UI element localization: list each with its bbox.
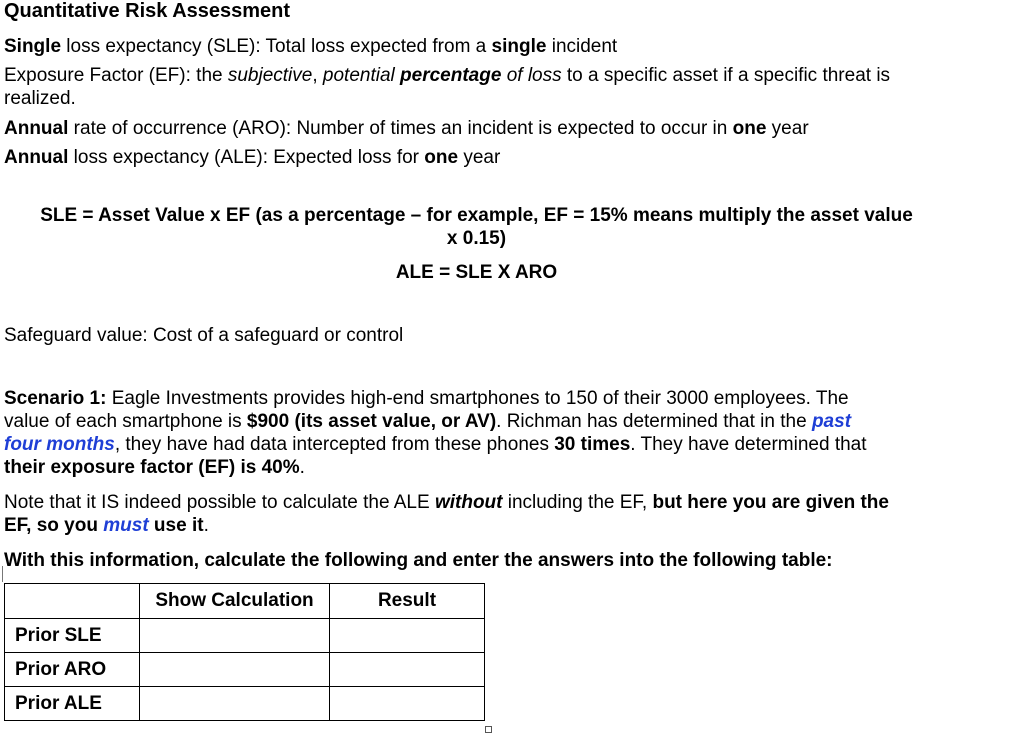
definition-aro-term: Annual — [4, 118, 69, 139]
ef-text-a: Exposure Factor (EF): the — [4, 65, 228, 86]
scenario-text-2a: value of each smartphone is — [4, 411, 247, 432]
note-line1 — [4, 491, 889, 514]
scenario-text-4b: . — [299, 457, 305, 478]
scenario-asset-value: $900 (its asset value, or AV) — [246, 411, 497, 432]
scenario-line3 — [4, 433, 867, 456]
table-row — [5, 687, 485, 721]
definition-ef-line2: realized. — [4, 88, 76, 109]
safeguard-definition: Safeguard value: Cost of a safeguard or control — [4, 325, 404, 346]
scenario-text-1: Eagle Investments provides high-end smartphones to 150 of their 3000 employees. The — [106, 388, 849, 409]
table-header-calculation: Show Calculation — [140, 584, 330, 619]
scenario-four-months: four months — [4, 434, 115, 455]
calculation-table — [4, 583, 485, 721]
cell-prior-sle-calculation[interactable] — [140, 619, 330, 653]
definition-ale-text-end: year — [458, 147, 501, 168]
definition-aro — [4, 117, 809, 140]
formula-sle-line2: x 0.15) — [446, 228, 507, 249]
note-period: . — [203, 515, 209, 536]
scenario-exposure-factor: their exposure factor (EF) is 40% — [4, 457, 300, 478]
scenario-line2 — [4, 410, 851, 433]
note-use-it: use it — [148, 515, 204, 536]
formula-ale: ALE = SLE X ARO — [395, 262, 558, 283]
definition-ale-term: Annual — [4, 147, 69, 168]
formula-sle-line1: SLE = Asset Value x EF (as a percentage – for example, EF = 15% means multiply the asset value — [40, 205, 913, 226]
row-label-prior-sle: Prior SLE — [5, 619, 140, 653]
page-title: Quantitative Risk Assessment — [4, 0, 291, 22]
row-label-prior-aro: Prior ARO — [5, 653, 140, 687]
table-header-row — [5, 584, 485, 619]
definition-sle-text: loss expectancy (SLE): Total loss expected from a — [61, 36, 492, 57]
definition-aro-text-end: year — [766, 118, 809, 139]
definition-ale-emphasis: one — [424, 147, 459, 168]
scenario-text-2c: . Richman has determined that in the — [496, 411, 812, 432]
definition-sle-emphasis: single — [491, 36, 547, 57]
scenario-line4 — [4, 456, 305, 479]
definition-ale-text: loss expectancy (ALE): Expected loss for — [68, 147, 425, 168]
cell-prior-ale-calculation[interactable] — [140, 687, 330, 721]
ef-text-e: to a specific asset if a specific threat is — [561, 65, 891, 86]
instruction: With this information, calculate the following and enter the answers into the following table: — [4, 550, 833, 571]
definition-ale — [4, 146, 500, 169]
scenario-text-3d: . They have determined that — [630, 434, 867, 455]
ef-italic-subjective: subjective — [227, 65, 313, 86]
ef-bold-percentage: percentage — [400, 65, 502, 86]
ef-text-b: , — [312, 65, 323, 86]
note-given: but here you are given the — [652, 492, 889, 513]
row-label-prior-ale: Prior ALE — [5, 687, 140, 721]
definition-aro-text: rate of occurrence (ARO): Number of times an incident is expected to occur in — [68, 118, 733, 139]
text-cursor-marker — [484, 620, 485, 646]
table-row — [5, 619, 485, 653]
table-header-empty — [5, 584, 140, 619]
table-row — [5, 653, 485, 687]
note-line2 — [4, 514, 209, 537]
ef-italic-of-loss: of loss — [506, 65, 562, 86]
definition-ef — [4, 64, 890, 87]
definition-sle — [4, 35, 617, 58]
cell-prior-aro-calculation[interactable] — [140, 653, 330, 687]
text-caret — [2, 566, 3, 582]
definition-sle-text-end: incident — [546, 36, 618, 57]
scenario-label: Scenario 1: — [4, 388, 107, 409]
cell-prior-sle-result[interactable] — [330, 619, 485, 653]
note-must: must — [103, 515, 149, 536]
scenario-line1 — [4, 387, 849, 410]
scenario-30-times: 30 times — [554, 434, 631, 455]
note-text-a: Note that it IS indeed possible to calculate the ALE — [4, 492, 435, 513]
ef-italic-potential: potential — [322, 65, 395, 86]
cell-prior-aro-result[interactable] — [330, 653, 485, 687]
table-header-result: Result — [330, 584, 485, 619]
definition-sle-term: Single — [4, 36, 62, 57]
scenario-text-3b: , they have had data intercepted from these phones — [114, 434, 555, 455]
table-resize-handle[interactable] — [485, 726, 492, 733]
note-ef-so-you: EF, so you — [4, 515, 104, 536]
note-text-c: including the EF, — [502, 492, 653, 513]
note-without: without — [434, 492, 503, 513]
scenario-past: past — [811, 411, 852, 432]
definition-aro-emphasis: one — [732, 118, 767, 139]
cell-prior-ale-result[interactable] — [330, 687, 485, 721]
